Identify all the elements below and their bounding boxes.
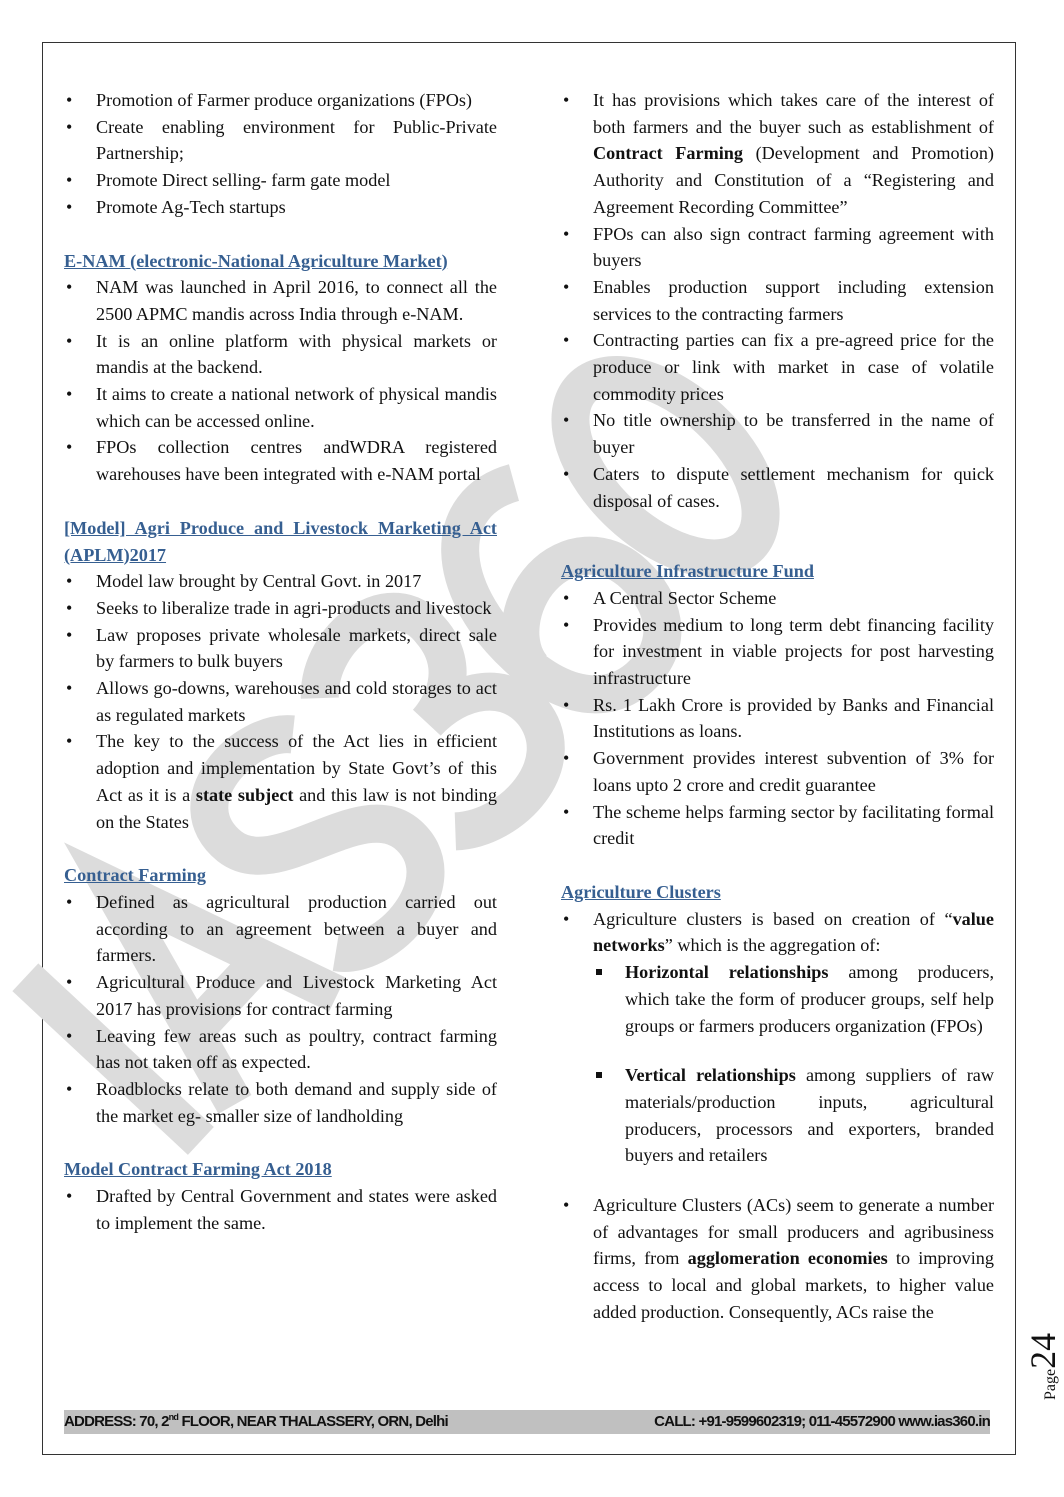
list-item [64,595,497,622]
list-item [64,622,497,675]
section-heading: [Model] Agri Produce and Livestock Marketing Act (APLM)2017 [64,517,497,565]
bullet-list [561,585,994,852]
item-text: Drafted by Central Government and states were asked to implement the same. [96,1186,497,1233]
bold-text: agglomeration economies [687,1248,888,1269]
item-text: Rs. 1 Lakh Crore is provided by Banks and Financial Institutions as loans. [593,694,994,742]
list-item [64,1076,497,1129]
item-text: Create enabling environment for Public-Private Partnership; [96,116,497,164]
section-heading: Contract Farming [64,865,206,886]
list-item [561,1192,994,1326]
footer-address [64,1410,448,1434]
bullet-list [64,568,497,835]
footer-contact: CALL: +91-9599602319; 011-45572900 www.ias360.in [654,1413,990,1430]
list-item [561,745,994,798]
list-item [561,327,994,407]
list-item [561,585,994,612]
list-item [64,87,497,114]
item-text: It is an online platform with physical markets or mandis at the backend. [96,330,497,378]
item-text: Contracting parties can fix a pre-agreed price for the produce or link with market in case of volatile commodity prices [593,330,994,404]
list-item [64,1023,497,1076]
item-text: Defined as agricultural production carried out according to an agreement between a buyer and farmers. [96,891,497,966]
item-text: A Central Sector Scheme [593,587,777,608]
item-text: Roadblocks relate to both demand and supply side of the market eg- smaller size of landholding [96,1078,497,1126]
item-text: It has provisions which takes care of the interest of both farmers and the buyer such as establishment of [593,90,994,137]
item-text: NAM was launched in April 2016, to connect all the 2500 APMC mandis across India through e-NAM. [96,277,497,324]
item-text: Agriculture Clusters (ACs) seem to generate a number of advantages for small producers and agribusiness firms, from [593,1195,994,1269]
bold-text: value networks [593,908,994,956]
list-item [64,568,497,595]
list-item [64,675,497,728]
item-text: Agricultural Produce and Livestock Marketing Act 2017 has provisions for contract farming [96,972,497,1019]
address-sup: nd [168,1412,179,1422]
item-text: Law proposes private wholesale markets, direct sale by farmers to bulk buyers [96,624,497,672]
item-text: Promote Ag-Tech startups [96,196,286,217]
list-item [561,799,994,852]
item-text: and this law is not binding on the States [96,784,497,832]
item-text: The key to the success of the Act lies in efficient adoption and implementation by State Govt’s of this Act as it is a [96,731,497,805]
list-item [64,889,497,969]
bold-text: Contract Farming [593,143,743,164]
item-text: Promote Direct selling- farm gate model [96,170,391,191]
item-text: Model law brought by Central Govt. in 2017 [96,571,422,592]
item-text: Allows go-downs, warehouses and cold storages to act as regulated markets [96,678,497,725]
bullet-list [64,889,497,1129]
bullet-list [64,274,497,488]
list-item [561,612,994,692]
item-text: FPOs collection centres andWDRA registered warehouses have been integrated with e-NAM portal [96,437,497,485]
item-text: among producers, which take the form of producer groups, self help groups or farmers producers organization (FPOs) [625,962,994,1036]
page-number [1022,1300,1062,1400]
right-column [561,87,994,1326]
item-text: among suppliers of raw materials/production inputs, agricultural producers, processors and exporters, branded buyers and retailers [625,1065,994,1166]
item-text: Enables production support including extension services to the contracting farmers [593,276,994,324]
sub-bullet-list [561,959,994,1169]
list-item [561,906,994,959]
item-text: Seeks to liberalize trade in agri-products and livestock [96,597,492,618]
list-item [64,194,497,221]
list-item [64,114,497,167]
list-item [64,167,497,194]
list-item [64,328,497,381]
item-text: to improving access to local and global markets, to higher value added production. Consequently, ACs raise the [593,1248,994,1322]
section-heading: Model Contract Farming Act 2018 [64,1159,332,1180]
bold-text: Horizontal relationships [625,962,829,983]
bold-text: Vertical relationships [625,1065,796,1086]
item-text: Government provides interest subvention of 3% for loans upto 2 crore and credit guarantee [593,748,994,795]
item-text: The scheme helps farming sector by facilitating formal credit [593,801,994,849]
item-text: Provides medium to long term debt financing facility for investment in viable projects for post harvesting infrastructure [593,614,994,689]
list-item [64,434,497,487]
section-heading: E-NAM (electronic-National Agriculture Market) [64,250,448,271]
list-item [64,728,497,835]
item-text: Leaving few areas such as poultry, contract farming has not taken off as expected. [96,1025,497,1073]
list-item [561,1062,994,1169]
bullet-list [561,87,994,514]
list-item [561,959,994,1039]
address-text-rest: FLOOR, NEAR THALASSERY, ORN, Delhi [178,1413,448,1430]
bullet-list [561,1192,994,1326]
item-text: (Development and Promotion) Authority and Constitution of a “Registering and Agreement Recording Committee” [593,143,994,217]
list-item [64,969,497,1022]
list-item [561,221,994,274]
address-text: ADDRESS: 70, 2 [64,1413,169,1430]
list-item [561,407,994,460]
bold-text: state subject [195,784,294,805]
list-item [64,381,497,434]
item-text: FPOs can also sign contract farming agreement with buyers [593,223,994,271]
list-item [561,461,994,514]
list-item [561,87,994,221]
list-item [561,274,994,327]
bullet-list [64,1183,497,1236]
section-heading: Agriculture Clusters [561,881,721,902]
list-item [64,274,497,327]
page-number-value: 24 [1023,1332,1063,1369]
item-text: Caters to dispute settlement mechanism for quick disposal of cases. [593,463,994,511]
left-column [64,87,497,1236]
page-label: Page [1042,1368,1059,1400]
list-item [64,1183,497,1236]
item-text: ” which is the aggregation of: [664,935,881,956]
item-text: Agriculture clusters is based on creation of “ [593,908,953,929]
item-text: Promotion of Farmer produce organizations (FPOs) [96,90,472,110]
item-text: No title ownership to be transferred in the name of buyer [593,410,994,458]
list-item [561,692,994,745]
bullet-list [561,906,994,959]
section-heading: Agriculture Infrastructure Fund [561,561,814,582]
item-text: It aims to create a national network of physical mandis which can be accessed online. [96,384,497,431]
footer-bar [64,1410,990,1434]
bullet-list [64,87,497,221]
